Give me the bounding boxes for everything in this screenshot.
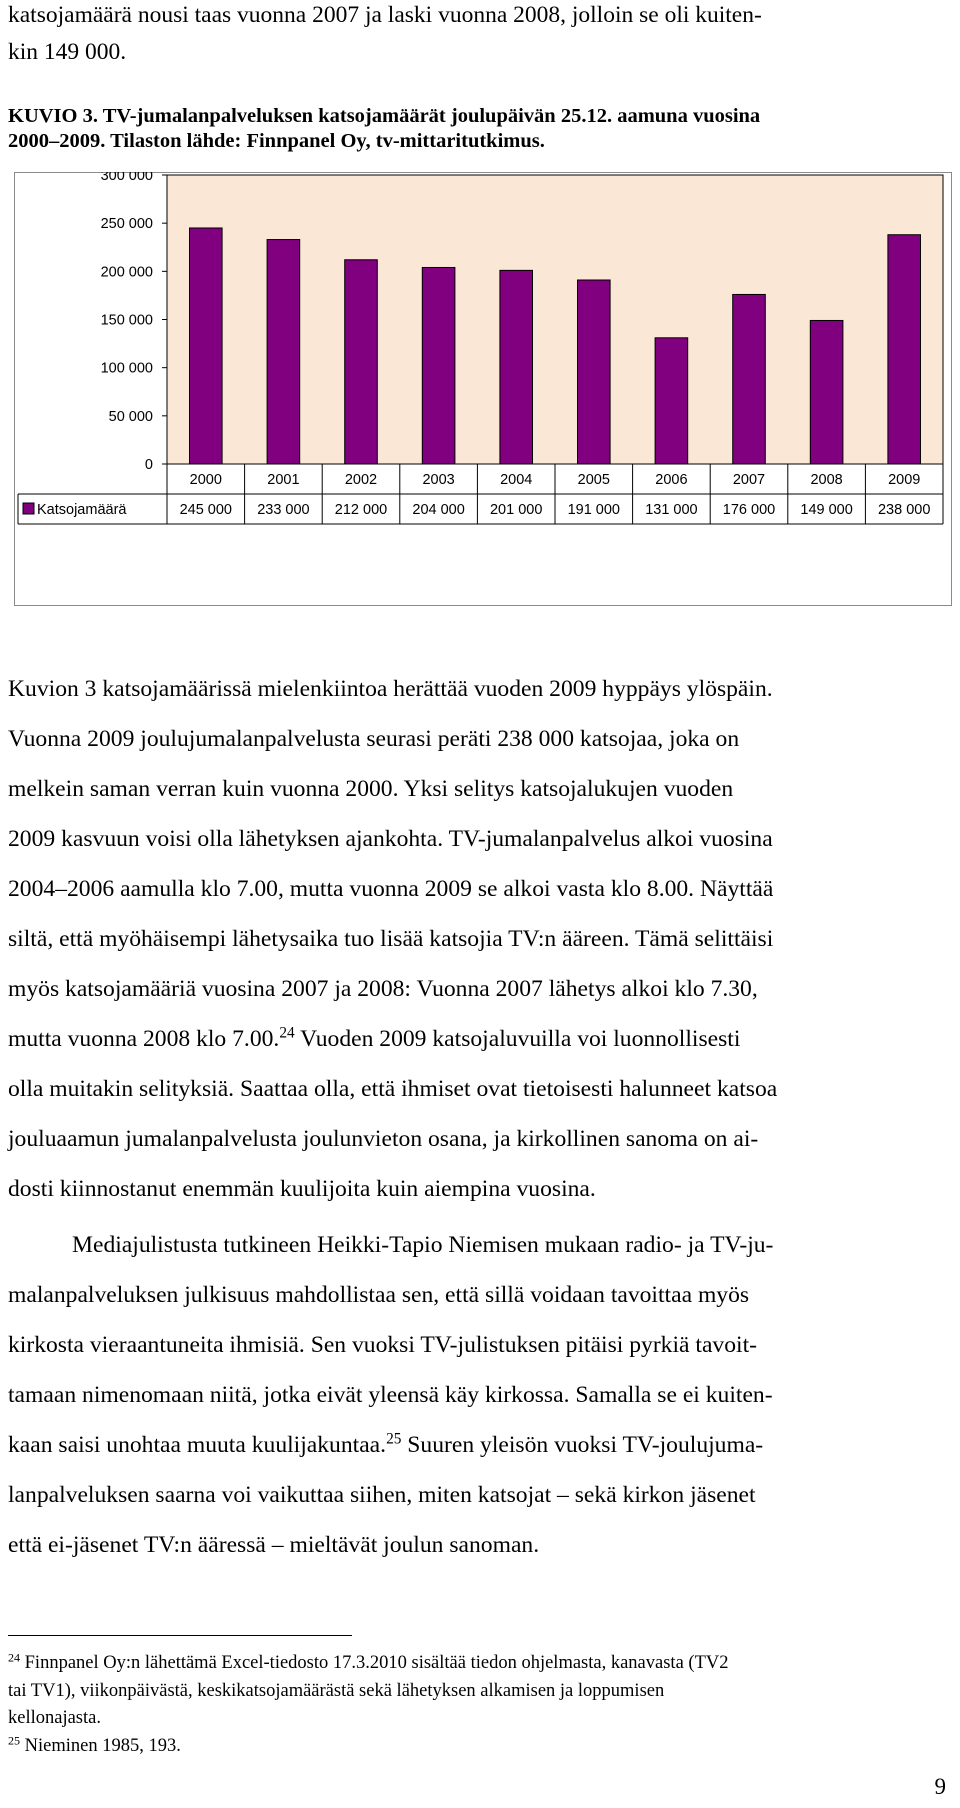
- x-category-label: 2008: [810, 472, 843, 488]
- text-segment: Suuren yleisön vuoksi TV-joulujuma-: [401, 1432, 764, 1458]
- data-value-label: 149 000: [800, 502, 853, 518]
- text-line: 2009 kasvuun voisi olla lähetyksen ajankohta. TV-jumalanpalvelus alkoi vuosina: [8, 826, 773, 852]
- footnote-ref: 25: [386, 1430, 402, 1448]
- text-line: jouluaamun jumalanpalvelusta joulunvieton osana, ja kirkollinen sanoma on ai-: [8, 1126, 759, 1152]
- footnote-text: tai TV1), viikonpäivästä, keskikatsojamäärästä sekä lähetyksen alkamisen ja loppumisen: [8, 1681, 665, 1701]
- text-line: [8, 1024, 740, 1054]
- x-category-label: 2006: [655, 472, 688, 488]
- text-line: siltä, että myöhäisempi lähetysaika tuo lisää katsojia TV:n ääreen. Tämä selittäisi: [8, 926, 774, 952]
- text-line: melkein saman verran kuin vuonna 2000. Yksi selitys katsojalukujen vuoden: [8, 776, 734, 802]
- data-value-label: 212 000: [334, 502, 388, 518]
- text-line: 2004–2006 aamulla klo 7.00, mutta vuonna 2009 se alkoi vasta klo 8.00. Näyttää: [8, 876, 774, 902]
- x-category-label: 2007: [732, 472, 766, 488]
- data-value-label: 191 000: [567, 502, 621, 518]
- legend-swatch: [23, 503, 34, 514]
- bar: [267, 240, 300, 464]
- text-line: dosti kiinnostanut enemmän kuulijoita kuin aiempina vuosina.: [8, 1176, 596, 1202]
- bar-chart: [14, 172, 952, 611]
- data-value-label: 233 000: [257, 502, 310, 518]
- footnote-text: Finnpanel Oy:n lähettämä Excel-tiedosto 17.3.2010 sisältää tiedon ohjelmasta, kanavasta (TV2: [20, 1653, 729, 1673]
- text-line: kirkosta vieraantuneita ihmisiä. Sen vuoksi TV-julistuksen pitäisi pyrkiä tavoit-: [8, 1332, 757, 1358]
- data-value-label: 201 000: [489, 502, 543, 518]
- data-value-label: 245 000: [179, 502, 233, 518]
- data-value-label: 238 000: [877, 502, 931, 518]
- bar: [345, 260, 378, 464]
- footnote-ref: 24: [279, 1024, 295, 1042]
- bar: [888, 235, 921, 464]
- legend-series-name: Katsojamäärä: [37, 502, 127, 518]
- text-line: malanpalveluksen julkisuus mahdollistaa sen, että sillä voidaan tavoittaa myös: [8, 1282, 750, 1308]
- text-segment: mutta vuonna 2008 klo 7.00.: [8, 1026, 280, 1052]
- y-tick-label: 100 000: [100, 360, 153, 377]
- footnote-divider: [8, 1635, 352, 1636]
- x-category-label: 2005: [577, 472, 610, 488]
- data-value-label: 204 000: [412, 502, 465, 518]
- x-category-label: 2003: [422, 472, 455, 488]
- footnote-mark: 24: [8, 1650, 21, 1665]
- text-line: tamaan nimenomaan niitä, jotka eivät yleensä käy kirkossa. Samalla se ei kuiten-: [8, 1382, 773, 1408]
- y-tick-label: 150 000: [100, 312, 153, 329]
- x-category-label: 2001: [267, 472, 300, 488]
- footnote-mark: 25: [8, 1733, 21, 1748]
- footnote-text: Nieminen 1985, 193.: [20, 1736, 181, 1756]
- text-line: kin 149 000.: [8, 39, 127, 65]
- bar: [422, 267, 455, 464]
- bar: [655, 338, 688, 464]
- figure-caption: 2000–2009. Tilaston lähde: Finnpanel Oy, tv-mittaritutkimus.: [8, 130, 545, 152]
- text-line: olla muitakin selityksiä. Saattaa olla, että ihmiset ovat tietoisesti halunneet katsoa: [8, 1076, 778, 1102]
- x-category-label: 2004: [500, 472, 533, 488]
- bar: [500, 270, 533, 464]
- page-number: 9: [934, 1774, 946, 1799]
- footnote-25: [8, 1735, 181, 1757]
- x-category-label: 2009: [888, 472, 921, 488]
- footnote-24: [8, 1652, 728, 1674]
- text-line: Kuvion 3 katsojamäärissä mielenkiintoa herättää vuoden 2009 hyppäys ylöspäin.: [8, 676, 773, 702]
- y-tick-label: 300 000: [100, 172, 153, 184]
- y-tick-label: 250 000: [100, 216, 153, 233]
- y-tick-label: 0: [144, 457, 153, 473]
- text-line: lanpalveluksen saarna voi vaikuttaa siihen, miten katsojat – sekä kirkon jäsenet: [8, 1482, 756, 1508]
- bar: [810, 320, 843, 464]
- text-line: myös katsojamääriä vuosina 2007 ja 2008: Vuonna 2007 lähetys alkoi klo 7.30,: [8, 976, 758, 1002]
- data-value-label: 131 000: [645, 502, 698, 518]
- y-tick-label: 50 000: [108, 408, 153, 425]
- y-tick-label: 200 000: [100, 264, 153, 281]
- text-segment: Vuoden 2009 katsojaluvuilla voi luonnollisesti: [294, 1026, 741, 1052]
- bar: [190, 228, 223, 464]
- text-line: katsojamäärä nousi taas vuonna 2007 ja laski vuonna 2008, jolloin se oli kuiten-: [8, 2, 762, 28]
- data-value-label: 176 000: [722, 502, 776, 518]
- text-line: Vuonna 2009 joulujumalanpalvelusta seurasi peräti 238 000 katsojaa, joka on: [8, 726, 740, 752]
- text-line: [8, 1430, 763, 1460]
- chart-svg: [14, 172, 952, 606]
- bar: [578, 280, 611, 464]
- text-segment: kaan saisi unohtaa muuta kuulijakuntaa.: [8, 1432, 387, 1458]
- figure-caption: KUVIO 3. TV-jumalanpalveluksen katsojamäärät joulupäivän 25.12. aamuna vuosina: [8, 105, 761, 127]
- footnote-text: kellonajasta.: [8, 1708, 101, 1728]
- text-line: että ei-jäsenet TV:n ääressä – mieltävät joulun sanoman.: [8, 1532, 540, 1558]
- x-category-label: 2002: [344, 472, 378, 488]
- bar: [733, 294, 766, 464]
- x-category-label: 2000: [189, 472, 222, 488]
- text-line: Mediajulistusta tutkineen Heikki-Tapio Niemisen mukaan radio- ja TV-ju-: [72, 1232, 774, 1258]
